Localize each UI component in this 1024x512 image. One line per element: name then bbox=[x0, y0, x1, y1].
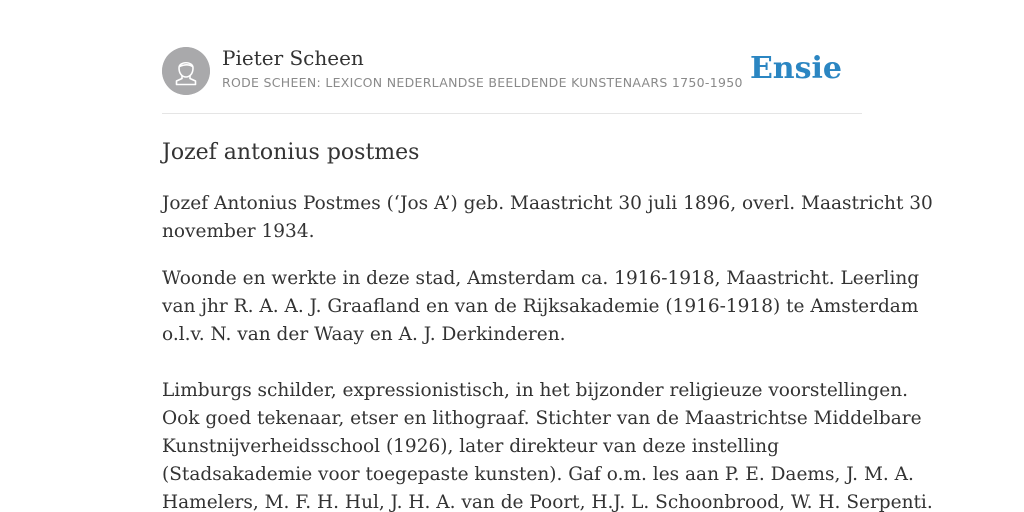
text-line: Hamelers, M. F. H. Hul, J. H. A. van de Poort, H.J. L. Schoonbrood, W. H. Serpenti. bbox=[162, 492, 933, 512]
article-body bbox=[162, 190, 933, 512]
text-line: Kunstnijverheidsschool (1926), later direkteur van deze instelling bbox=[162, 436, 779, 457]
text-line: Ook goed tekenaar, etser en lithograaf. Stichter van de Maastrichtse Middelbare bbox=[162, 408, 922, 429]
text-line: Jozef Antonius Postmes (‘Jos A’) geb. Maastricht 30 juli 1896, overl. Maastricht 30 bbox=[162, 193, 933, 214]
text-line: (Stadsakademie voor toegepaste kunsten). Gaf o.m. les aan P. E. Daems, J. M. A. bbox=[162, 464, 914, 485]
text-line: Woonde en werkte in deze stad, Amsterdam ca. 1916-1918, Maastricht. Leerling bbox=[162, 268, 920, 289]
header-divider bbox=[162, 113, 862, 114]
text-line: o.l.v. N. van der Waay en A. J. Derkinderen. bbox=[162, 324, 566, 345]
text-line: van jhr R. A. A. J. Graafland en van de Rijksakademie (1916-1918) te Amsterdam bbox=[162, 296, 919, 317]
text-line: Limburgs schilder, expressionistisch, in het bijzonder religieuze voorstellingen. bbox=[162, 380, 909, 401]
article-header bbox=[162, 46, 862, 96]
paragraph-education bbox=[162, 265, 920, 349]
text-line: november 1934. bbox=[162, 221, 315, 242]
ensie-logo[interactable]: Ensie bbox=[749, 51, 842, 86]
article-title: Jozef antonius postmes bbox=[162, 140, 420, 165]
paragraph-birth-death bbox=[162, 190, 933, 246]
author-name[interactable]: Pieter Scheen bbox=[222, 46, 364, 70]
author-avatar[interactable] bbox=[162, 47, 210, 95]
source-link[interactable]: RODE SCHEEN: LEXICON NEDERLANDSE BEELDENDE KUNSTENAARS 1750-1950 bbox=[222, 75, 743, 90]
paragraph-career bbox=[162, 377, 933, 512]
user-avatar-icon bbox=[162, 47, 210, 95]
